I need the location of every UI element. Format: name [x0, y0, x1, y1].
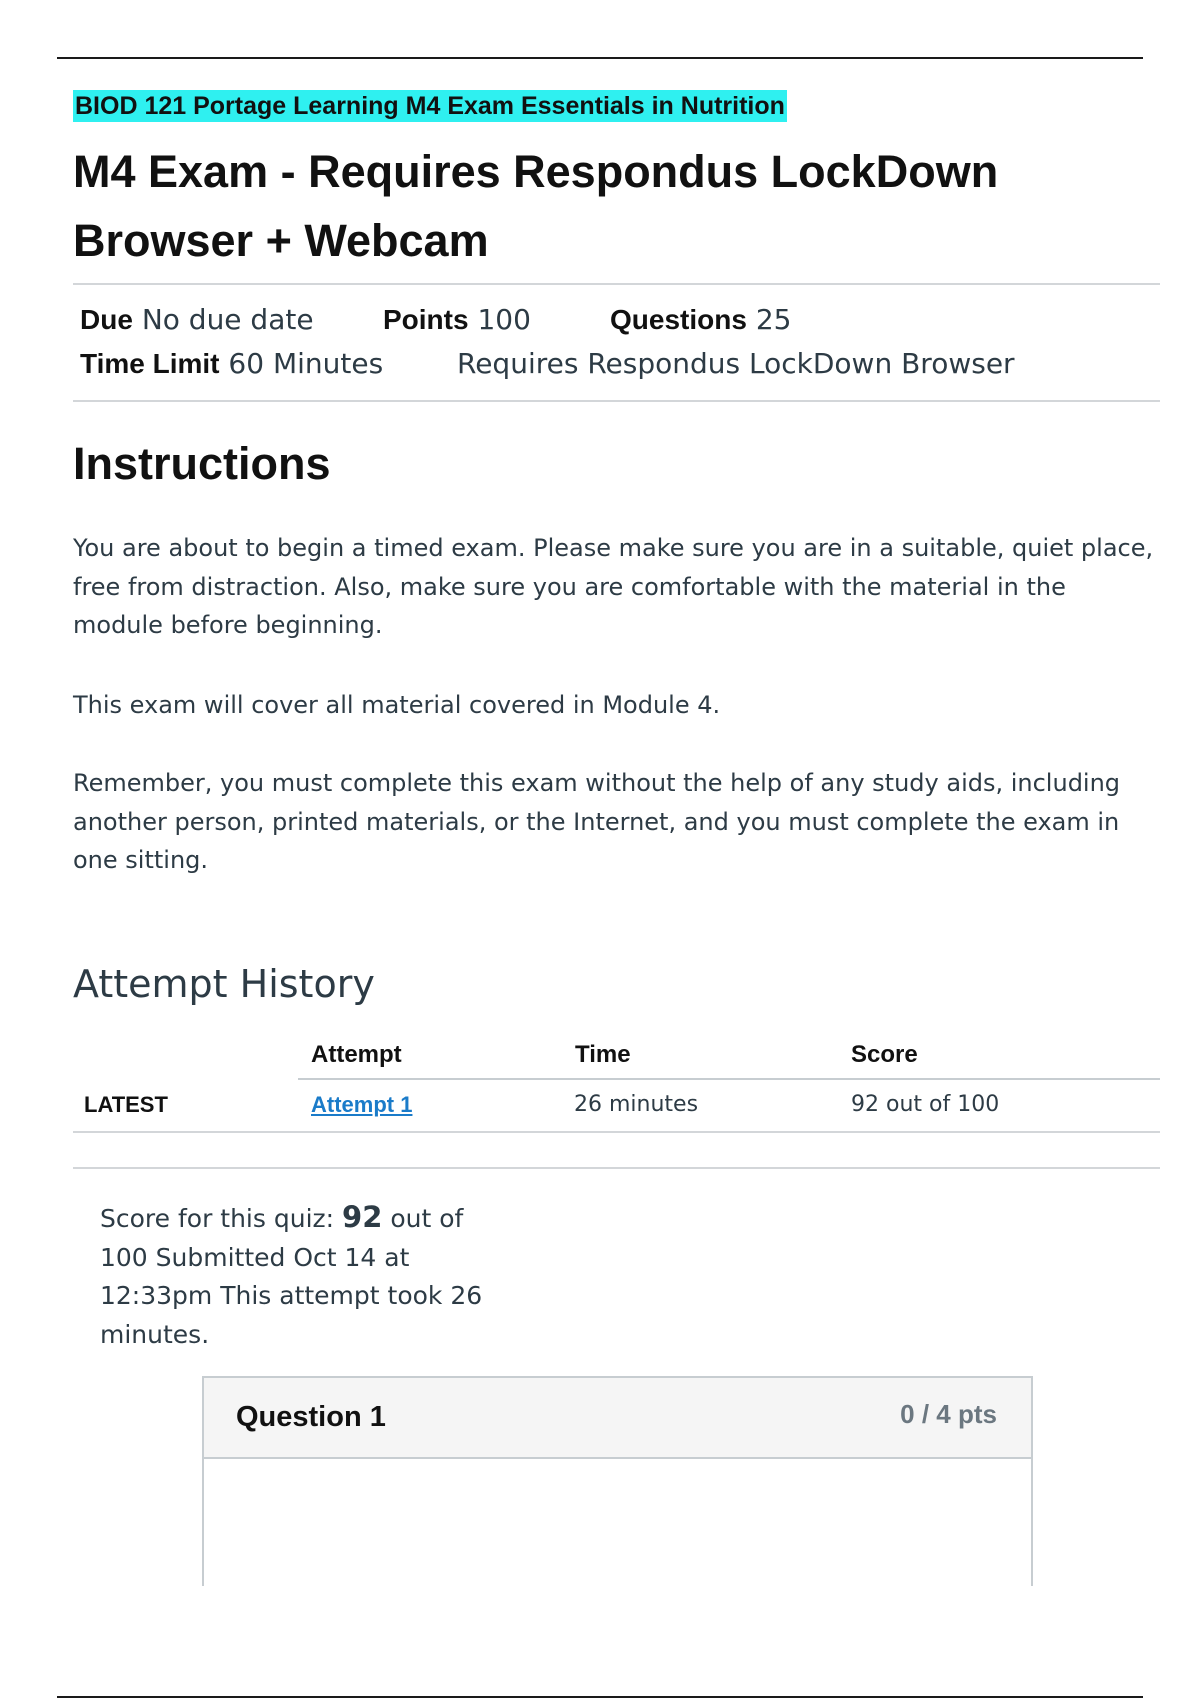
lockdown-note: Requires Respondus LockDown Browser	[457, 347, 1015, 380]
points-info	[383, 303, 531, 336]
score-summary	[100, 1198, 500, 1354]
question-points: 0 / 4 pts	[900, 1399, 997, 1429]
questions-label: Questions	[610, 304, 747, 335]
divider	[73, 400, 1160, 402]
bottom-rule	[57, 1696, 1143, 1698]
divider	[73, 1167, 1160, 1169]
points-label: Points	[383, 304, 469, 335]
question-title: Question 1	[236, 1401, 386, 1433]
questions-value: 25	[755, 303, 792, 336]
attempt-history-heading: Attempt History	[73, 962, 375, 1006]
column-header-time: Time	[575, 1041, 631, 1068]
question-header	[204, 1378, 1031, 1459]
question-card	[202, 1376, 1033, 1586]
questions-info	[610, 303, 791, 336]
page-title	[73, 137, 1113, 275]
instructions-paragraph-2: This exam will cover all material covered in Module 4.	[73, 691, 721, 719]
points-value: 100	[477, 303, 531, 336]
instructions-paragraph-1: You are about to begin a timed exam. Please make sure you are in a suitable, quiet place, free from distraction. Also, make sure you are comfortable with the material in the module before beginning.	[73, 534, 1154, 639]
due-info	[80, 303, 314, 336]
row-divider	[73, 1131, 1160, 1133]
page-title-line-1: M4 Exam - Requires Respondus LockDown	[73, 146, 999, 197]
attempt-link[interactable]: Attempt 1	[311, 1092, 413, 1117]
due-value: No due date	[141, 303, 314, 336]
instructions-heading: Instructions	[73, 438, 331, 489]
top-rule	[57, 57, 1143, 59]
column-header-attempt: Attempt	[311, 1041, 402, 1068]
latest-tag: LATEST	[84, 1092, 168, 1117]
score-prefix: Score for this quiz:	[100, 1204, 335, 1233]
attempt-score: 92 out of 100	[851, 1092, 1000, 1117]
course-tag: BIOD 121 Portage Learning M4 Exam Essentials in Nutrition	[75, 92, 785, 120]
page-title-line-2: Browser + Webcam	[73, 215, 489, 266]
time-limit-label: Time Limit	[80, 348, 220, 379]
column-header-score: Score	[851, 1041, 918, 1068]
time-limit-info	[80, 347, 383, 380]
score-value: 92	[342, 1200, 383, 1234]
instructions-paragraph-3: Remember, you must complete this exam without the help of any study aids, including another person, printed materials, or the Internet, and you must complete the exam in one sitting.	[73, 769, 1121, 874]
header-divider	[298, 1078, 1160, 1080]
time-limit-value: 60 Minutes	[228, 347, 384, 380]
attempt-time: 26 minutes	[574, 1092, 699, 1117]
divider	[73, 283, 1160, 285]
due-label: Due	[80, 304, 133, 335]
score-suffix: out of 100 Submitted Oct 14 at 12:33pm This attempt took 26 minutes.	[100, 1204, 483, 1349]
